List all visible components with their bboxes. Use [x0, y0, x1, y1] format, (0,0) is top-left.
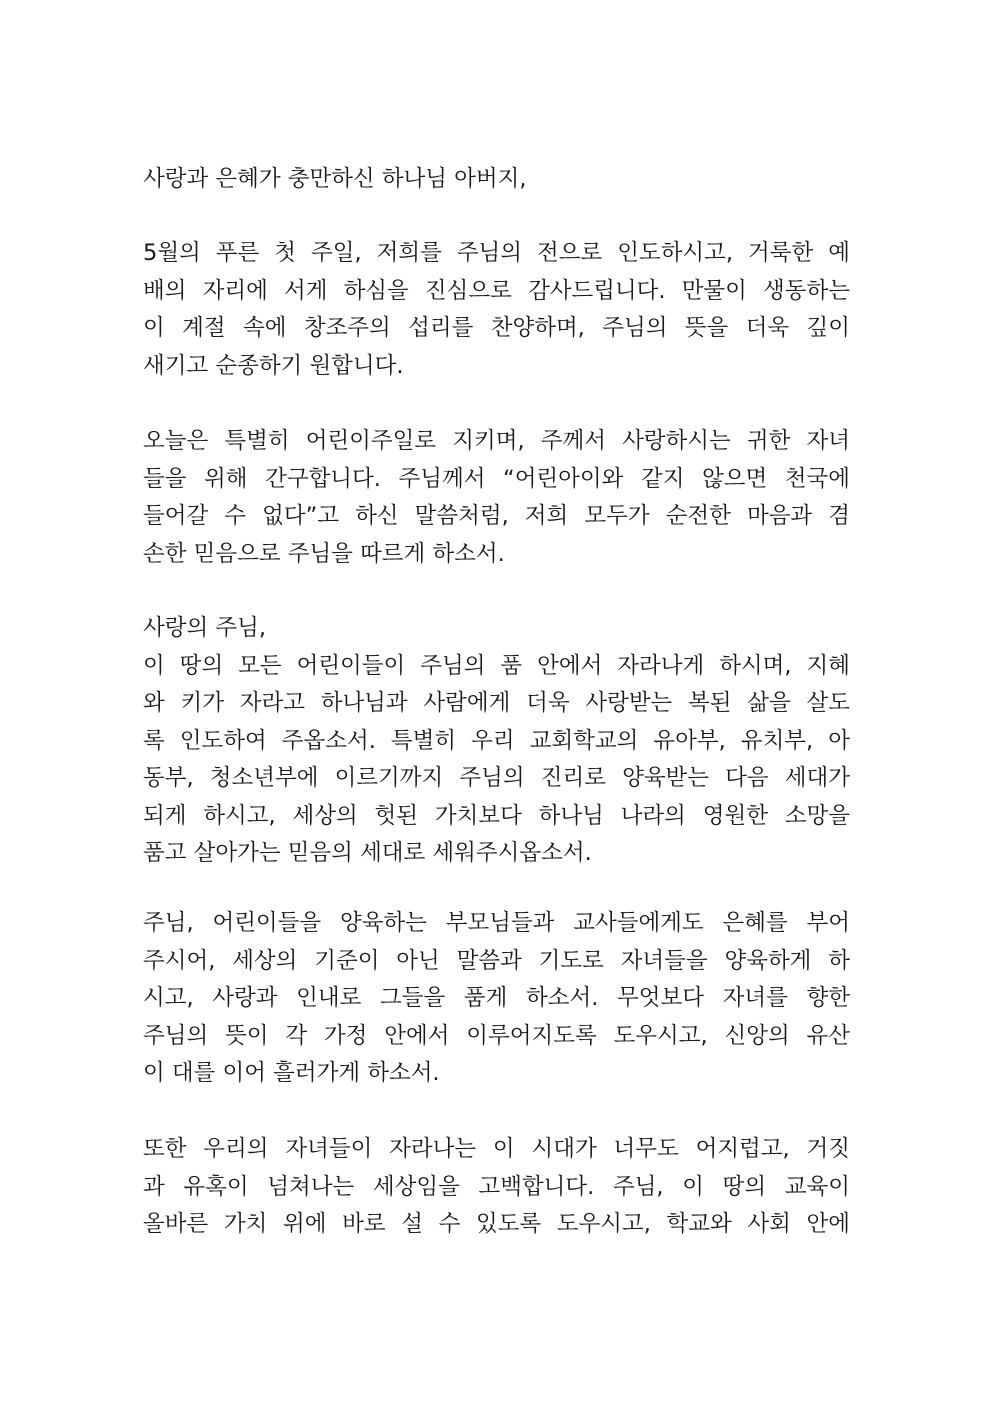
text-line: 들어갈 수 없다”고 하신 말씀처럼, 저희 모두가 순전한 마음과 겸: [143, 503, 850, 529]
text-line: 시고, 사랑과 인내로 그들을 품게 하소서. 무엇보다 자녀를 향한: [143, 985, 850, 1011]
greeting: [143, 161, 850, 199]
text-line: 배의 자리에 서게 하심을 진심으로 감사드립니다. 만물이 생동하는: [143, 277, 850, 304]
text-line: 오늘은 특별히 어린이주일로 지키며, 주께서 사랑하시는 귀한 자녀: [143, 428, 850, 454]
text-line: 되게 하시고, 세상의 헛된 가치보다 하나님 나라의 영원한 소망을: [143, 802, 850, 829]
text-line: 동부, 청소년부에 이르기까지 주님의 진리로 양육받는 다음 세대가: [143, 765, 850, 791]
text-line: 이 땅의 모든 어린이들이 주님의 품 안에서 자라나게 하시며, 지혜: [143, 652, 850, 679]
text-line: 새기고 순종하기 원합니다.: [143, 352, 404, 379]
greeting-line: 사랑과 은혜가 충만하신 하나님 아버지,: [143, 166, 527, 192]
text-line: 주님, 어린이들을 양육하는 부모님들과 교사들에게도 은혜를 부어: [143, 910, 850, 936]
paragraph-1: [143, 235, 850, 385]
text-line: 들을 위해 간구합니다. 주님께서 “어린아이와 같지 않으면 천국에: [143, 465, 850, 492]
text-line: 주시어, 세상의 기준이 아닌 말씀과 기도로 자녀들을 양육하게 하: [143, 947, 850, 974]
text-line: 이 계절 속에 창조주의 섭리를 찬양하며, 주님의 뜻을 더욱 깊이: [143, 315, 850, 341]
text-line: 와 키가 자라고 하나님과 사람에게 더욱 사랑받는 복된 삶을 살도: [143, 690, 850, 716]
paragraph-3: [143, 610, 850, 873]
text-line: 5월의 푸른 첫 주일, 저희를 주님의 전으로 인도하시고, 거룩한 예: [143, 240, 850, 266]
text-line: 손한 믿음으로 주님을 따르게 하소서.: [143, 540, 505, 567]
text-line: 이 대를 이어 흘러가게 하소서.: [143, 1060, 440, 1086]
text-line: 또한 우리의 자녀들이 자라나는 이 시대가 너무도 어지럽고, 거짓: [143, 1136, 850, 1162]
paragraph-5: [143, 1131, 850, 1244]
paragraph-4: [143, 905, 850, 1093]
text-line: 록 인도하여 주옵소서. 특별히 우리 교회학교의 유아부, 유치부, 아: [143, 727, 850, 754]
text-line: 품고 살아가는 믿음의 세대로 세워주시옵소서.: [143, 840, 592, 866]
text-line: 과 유혹이 넘쳐나는 세상임을 고백합니다. 주님, 이 땅의 교육이: [143, 1173, 850, 1200]
paragraph-2: [143, 423, 850, 573]
paragraph-heading: 사랑의 주님,: [143, 615, 266, 641]
text-line: 주님의 뜻이 각 가정 안에서 이루어지도록 도우시고, 신앙의 유산: [143, 1022, 850, 1049]
text-line: 올바른 가치 위에 바로 설 수 있도록 도우시고, 학교와 사회 안에: [143, 1211, 850, 1237]
